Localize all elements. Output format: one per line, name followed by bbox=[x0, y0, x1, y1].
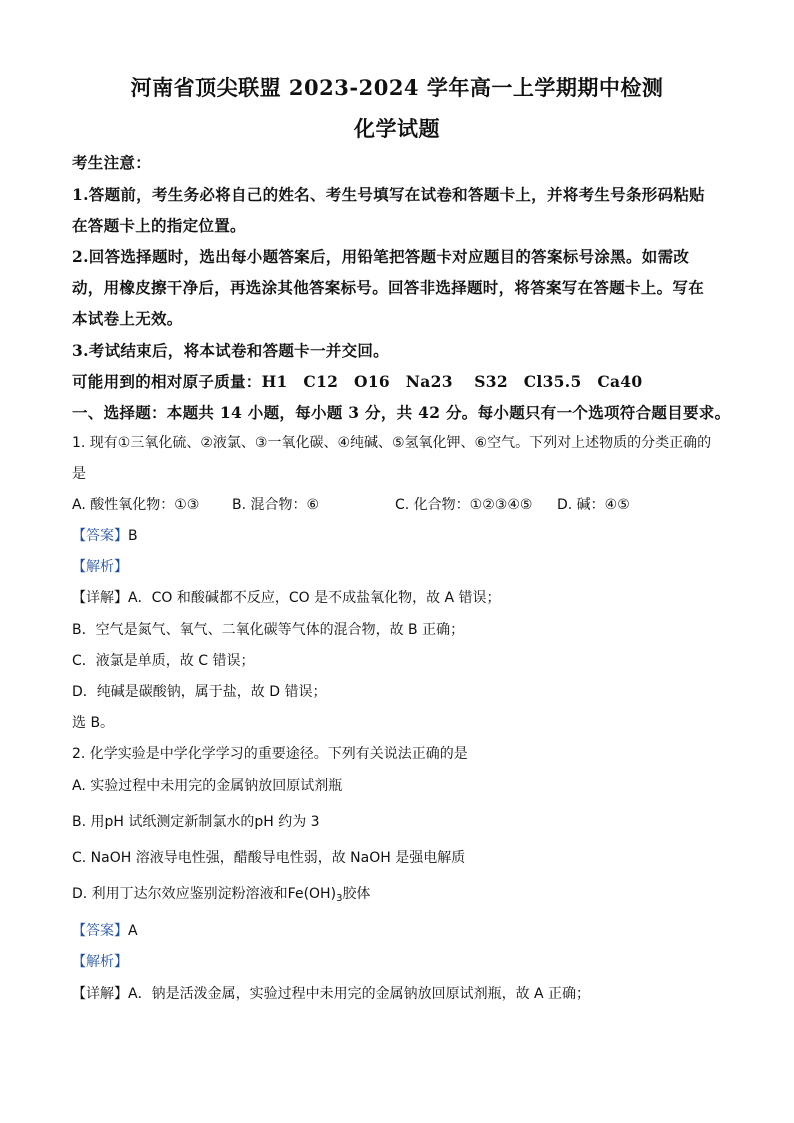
q1-answer-line bbox=[72, 525, 722, 545]
q2-detail-a: 【详解】A．钠是活泼金属，实验过程中未用完的金属钠放回原试剂瓶，故 A 正确； bbox=[72, 986, 591, 1002]
atomic-mass-line: 可能用到的相对原子质量：H1 C12 O16 Na23 S32 Cl35.5 Ca40 bbox=[72, 372, 643, 391]
q2-analysis-line bbox=[72, 951, 722, 971]
q2-answer: A bbox=[128, 923, 138, 939]
detail-tag: 【详解】 bbox=[72, 986, 128, 1002]
q2-option-d: D. 利用丁达尔效应鉴别淀粉溶液和$Fe(OH)_3$胶体 bbox=[72, 886, 371, 904]
q1-conclusion: 选 B。 bbox=[72, 715, 115, 731]
page-title: 河南省顶尖联盟 2023-2024 学年高一上学期期中检测 bbox=[130, 75, 664, 100]
page-subtitle: 化学试题 bbox=[354, 116, 440, 141]
notice-item-2a: 2.回答选择题时，选出每小题答案后，用铅笔把答题卡对应题目的答案标号涂黑。如需改 bbox=[72, 247, 690, 266]
detail-tag: 【详解】 bbox=[72, 590, 128, 606]
analysis-tag: 【解析】 bbox=[72, 954, 128, 970]
q1-answer: B bbox=[128, 528, 138, 544]
q1-detail-d: D．纯碱是碳酸钠，属于盐，故 D 错误； bbox=[72, 684, 327, 700]
q2-answer-line bbox=[72, 920, 722, 940]
notice-item-2b: 动，用橡皮擦干净后，再选涂其他答案标号。回答非选择题时，将答案写在答题卡上。写在 bbox=[72, 278, 705, 297]
q2-option-c: C. NaOH 溶液导电性强，醋酸导电性弱，故 NaOH 是强电解质 bbox=[72, 850, 466, 866]
q2-option-b: B. 用pH 试纸测定新制氯水的pH 约为 3 bbox=[72, 814, 320, 830]
q1-option-c: C. 化合物：①②③④⑤ bbox=[395, 497, 533, 513]
q2-stem: 2. 化学实验是中学化学学习的重要途径。下列有关说法正确的是 bbox=[72, 746, 468, 762]
answer-tag: 【答案】 bbox=[72, 923, 128, 939]
notice-item-1b: 在答题卡上的指定位置。 bbox=[72, 216, 246, 235]
q1-options bbox=[72, 494, 722, 514]
q1-detail-a: 【详解】A．CO 和酸碱都不反应，CO 是不成盐氧化物，故 A 错误； bbox=[72, 590, 501, 606]
notice-heading: 考生注意： bbox=[72, 153, 152, 172]
q1-detail-c: C．液氯是单质，故 C 错误； bbox=[72, 653, 255, 669]
q1-detail-b: B．空气是氮气、氧气、二氧化碳等气体的混合物，故 B 正确； bbox=[72, 622, 465, 638]
q1-analysis-line bbox=[72, 556, 722, 576]
notice-item-2c: 本试卷上无效。 bbox=[72, 309, 183, 328]
notice-item-3: 3.考试结束后，将本试卷和答题卡一并交回。 bbox=[72, 341, 389, 360]
q1-stem-a: 1. 现有①三氧化硫、②液氯、③一氧化碳、④纯碱、⑤氢氧化钾、⑥空气。下列对上述物质的分类正确的 bbox=[72, 435, 712, 451]
notice-item-1a: 1.答题前，考生务必将自己的姓名、考生号填写在试卷和答题卡上，并将考生号条形码粘贴 bbox=[72, 185, 705, 204]
q1-option-a: A. 酸性氧化物：①③ bbox=[72, 497, 200, 513]
q1-option-d: D. 碱：④⑤ bbox=[557, 497, 630, 513]
q2-option-a: A. 实验过程中未用完的金属钠放回原试剂瓶 bbox=[72, 778, 343, 794]
q1-stem-b: 是 bbox=[72, 466, 86, 482]
section-heading: 一、选择题：本题共 14 小题，每小题 3 分，共 42 分。每小题只有一个选项符合题目要求。 bbox=[72, 403, 731, 422]
answer-tag: 【答案】 bbox=[72, 528, 128, 544]
q1-option-b: B. 混合物：⑥ bbox=[232, 497, 320, 513]
analysis-tag: 【解析】 bbox=[72, 559, 128, 575]
